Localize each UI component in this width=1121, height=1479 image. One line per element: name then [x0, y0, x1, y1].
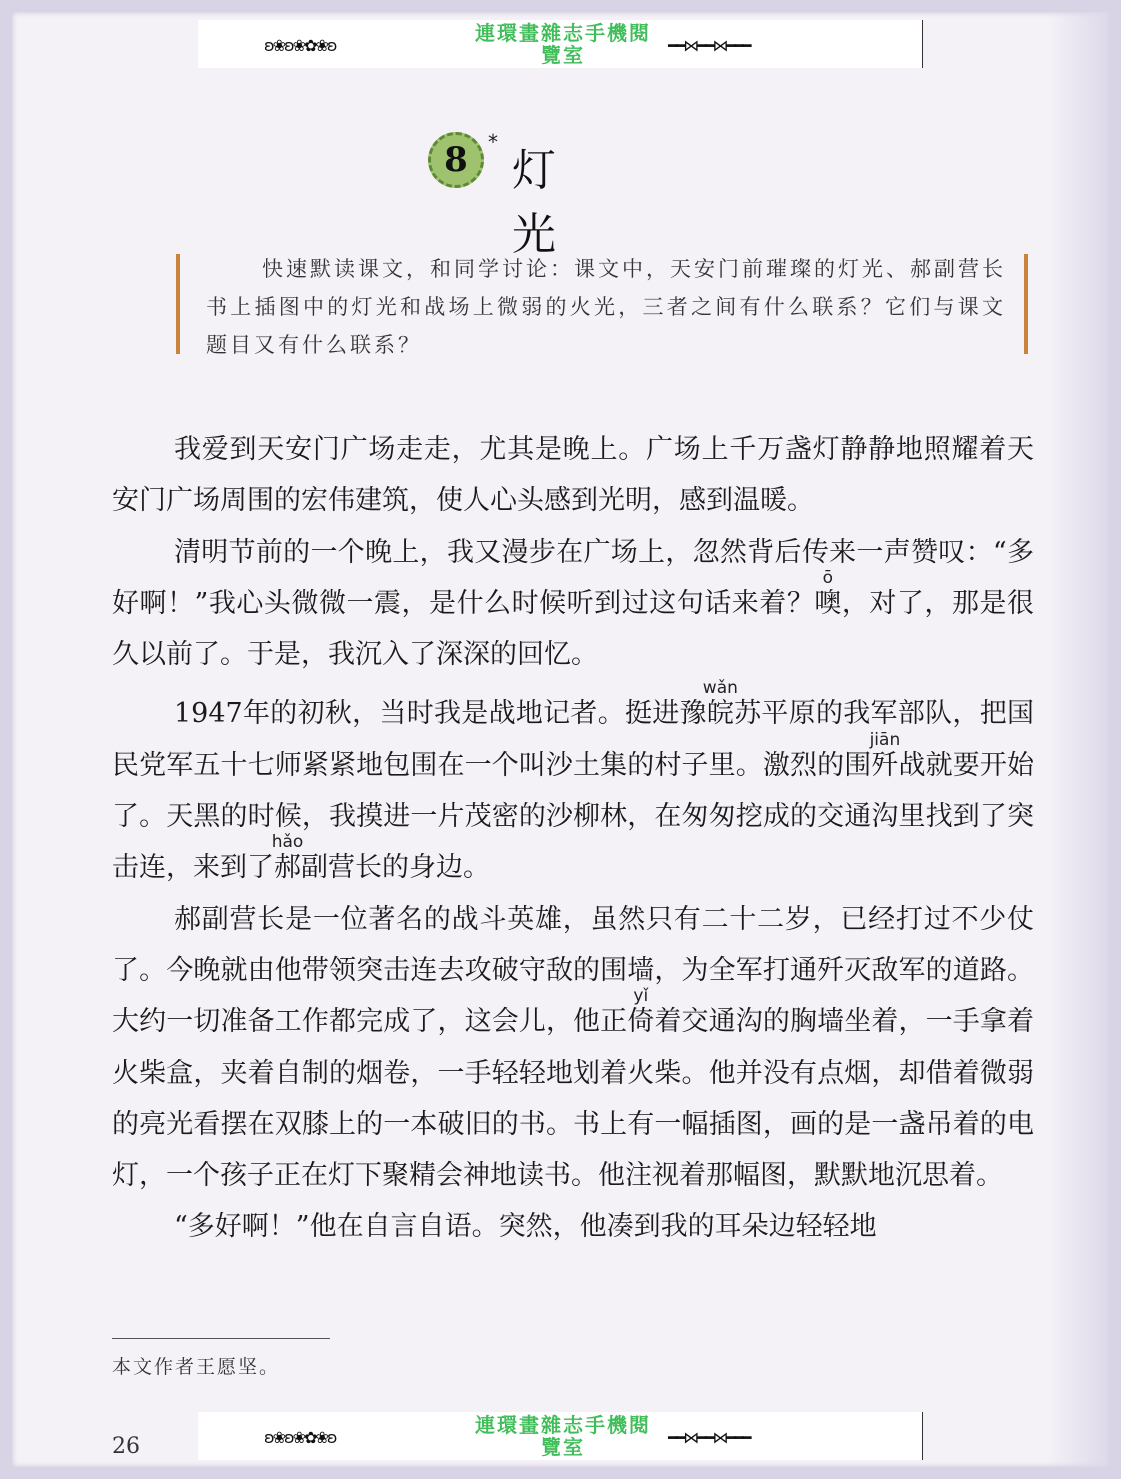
watermark-banner-bottom — [198, 1412, 923, 1460]
pinyin-annotation: 歼jiān — [869, 729, 901, 781]
lesson-body — [112, 424, 1034, 1253]
pinyin-annotation: 噢ō — [814, 567, 842, 619]
reading-prompt: 快速默读课文，和同学讨论：课文中，天安门前璀璨的灯光、郝副营长书上插图中的灯光和战场上微弱的火光，三者之间有什么联系？它们与课文题目又有什么联系？ — [206, 257, 1006, 357]
paragraph-3: 1947年的初秋，当时我是战地记者。挺进豫皖wǎn苏平原的我军部队，把国民党军五十七师紧紧地包围在一个叫沙土集的村子里。激烈的围歼jiān战就要开始了。天黑的时候，我摸进一片茂密的沙柳林，在匆匆挖成的交通沟里找到了突击连，来到了郝hǎo副营长的身边。 — [112, 678, 1034, 884]
pinyin-annotation: 皖wǎn — [702, 678, 738, 730]
prompt-left-bar — [176, 254, 180, 354]
lesson-title: 灯 光 — [512, 145, 600, 260]
lesson-heading — [428, 130, 688, 260]
vine-ornament-icon: ʚ❀ʚ❀✿❀ʚ — [264, 36, 336, 55]
watermark-text: 連環畫雜志手機閱 覽室 — [475, 1413, 651, 1459]
pinyin-annotation: 郝hǎo — [271, 832, 304, 884]
paragraph-5: “多好啊！”他在自言自语。突然，他凑到我的耳朵边轻轻地 — [174, 1211, 877, 1243]
watermark-text: 連環畫雜志手機閱 覽室 — [475, 21, 651, 67]
footnote-divider — [112, 1338, 330, 1339]
pinyin-annotation: 倚yǐ — [627, 986, 655, 1038]
paragraph-1: 我爱到天安门广场走走，尤其是晚上。广场上千万盏灯静静地照耀着天安门广场周围的宏伟建筑，使人心头感到光明，感到温暖。 — [112, 434, 1034, 517]
paragraph-2: 清明节前的一个晚上，我又漫步在广场上，忽然背后传来一声赞叹：“多好啊！”我心头微微一震，是什么时候听到过这句话来着？噢ō，对了，那是很久以前了。于是，我沉入了深深的回忆。 — [112, 536, 1034, 671]
lesson-number-badge: 8 — [428, 132, 484, 188]
reading-prompt-box — [176, 250, 1028, 356]
author-footnote: 本文作者王愿坚。 — [112, 1356, 281, 1378]
ribbon-bow-icon: ━━⋈━━⋈━━━ — [668, 1428, 750, 1447]
ribbon-bow-icon: ━━⋈━━⋈━━━ — [668, 36, 750, 55]
prompt-right-bar — [1024, 254, 1028, 354]
self-study-marker: * — [488, 130, 498, 154]
paragraph-4: 郝副营长是一位著名的战斗英雄，虽然只有二十二岁，已经打过不少仗了。今晚就由他带领突击连去攻破守敌的围墙，为全军打通歼灭敌军的道路。大约一切准备工作都完成了，这会儿，他正倚yǐ着交通沟的胸墙坐着，一手拿着火柴盒，夹着自制的烟卷，一手轻轻地划着火柴。他并没有点烟，却借着微弱的亮光看摆在双膝上的一本破旧的书。书上有一幅插图，画的是一盏吊着的电灯，一个孩子正在灯下聚精会神地读书。他注视着那幅图，默默地沉思着。 — [112, 903, 1035, 1192]
watermark-banner-top — [198, 20, 923, 68]
vine-ornament-icon: ʚ❀ʚ❀✿❀ʚ — [264, 1428, 336, 1447]
page-number: 26 — [112, 1434, 140, 1459]
